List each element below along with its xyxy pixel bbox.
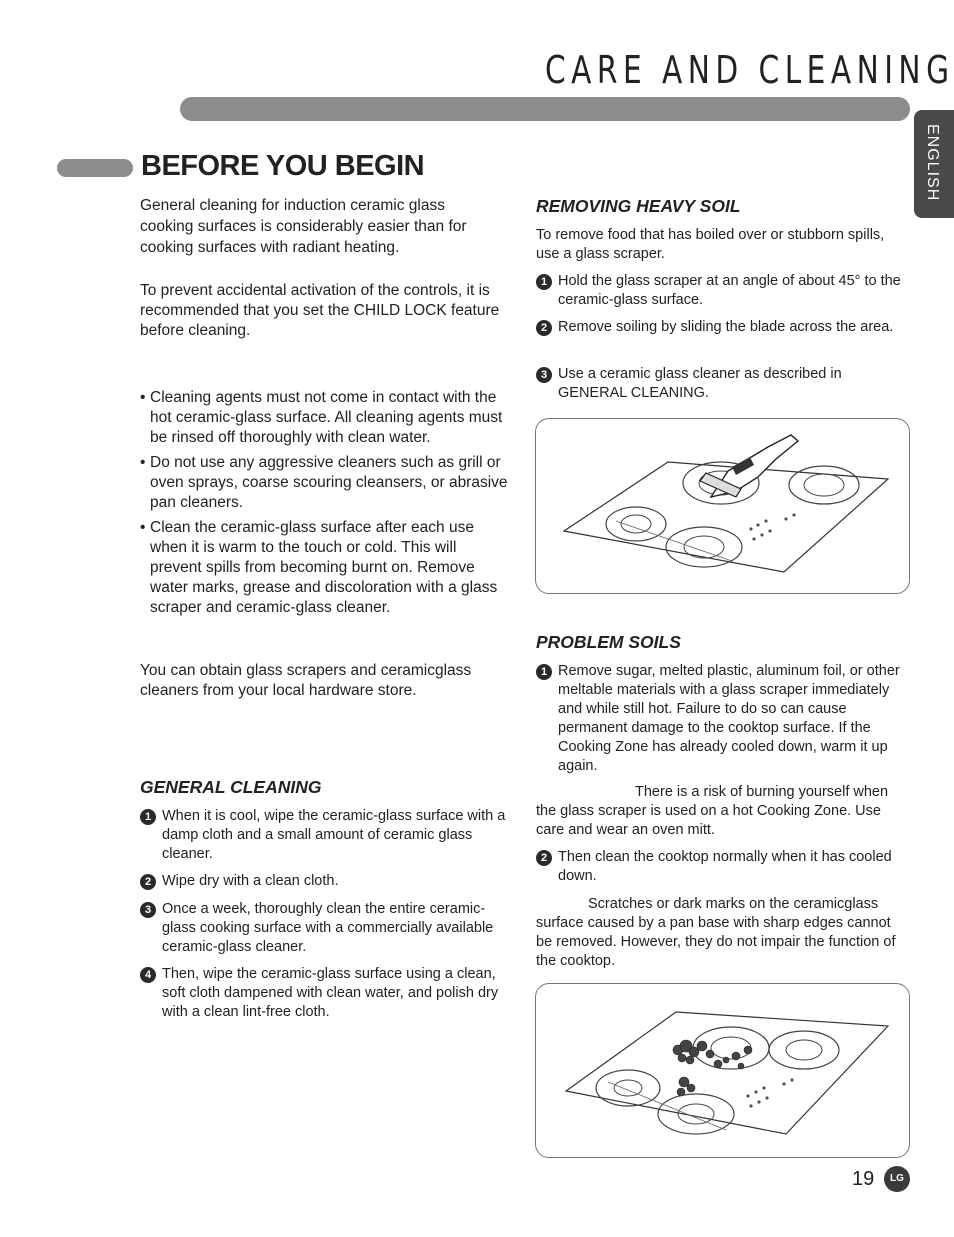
step-text: When it is cool, wipe the ceramic-glass surface with a damp cloth and a small amount of ceramic glass cleaner. <box>162 808 506 862</box>
page-number: 19 <box>852 1168 875 1190</box>
general-step-3 <box>140 900 512 957</box>
step-number: 2 <box>140 874 156 890</box>
cooktop-scraper-drawing <box>536 419 909 593</box>
step-number: 3 <box>140 902 156 918</box>
heavy-soil-intro: To remove food that has boiled over or stubborn spills, use a glass scraper. <box>536 227 885 262</box>
obtain-paragraph: You can obtain glass scrapers and ceramicglass cleaners from your local hardware store. <box>140 662 472 699</box>
lg-logo: LG <box>884 1166 910 1192</box>
problem-soils-step-2 <box>536 848 908 886</box>
heavy-soil-step-1 <box>536 272 908 310</box>
problem-soils-step-1 <box>536 662 908 776</box>
general-step-2 <box>140 872 512 891</box>
step-text: Then, wipe the ceramic-glass surface using a clean, soft cloth dampened with clean water, and polish dry with a clean lint-free cloth. <box>162 966 499 1020</box>
burn-caution-text: There is a risk of burning yourself when the glass scraper is used on a hot Cooking Zone. Use care and wear an oven mitt. <box>536 784 889 838</box>
step-text: Then clean the cooktop normally when it has cooled down. <box>558 849 892 884</box>
step-number: 4 <box>140 967 156 983</box>
heavy-soil-step-3 <box>536 365 908 403</box>
step-text: Remove soiling by sliding the blade across the area. <box>558 319 894 335</box>
step-text: Hold the glass scraper at an angle of about 45° to the ceramic-glass surface. <box>558 273 901 308</box>
general-step-4 <box>140 965 512 1022</box>
step-number: 3 <box>536 367 552 383</box>
heavy-soil-heading: REMOVING HEAVY SOIL <box>536 196 741 216</box>
general-cleaning-heading: GENERAL CLEANING <box>140 777 322 797</box>
page-title: CARE AND CLEANING <box>545 48 954 92</box>
intro-paragraph-2: To prevent accidental activation of the controls, it is recommended that you set the CHILD LOCK feature before cleaning. <box>140 282 500 339</box>
scratch-note-text: Scratches or dark marks on the ceramicglass surface caused by a pan base with sharp edges cannot be removed. However, they do not impair the function of the cooktop. <box>536 896 896 969</box>
step-number: 1 <box>140 809 156 825</box>
list-item: • Do not use any aggressive cleaners such as grill or oven sprays, coarse scouring cleansers, or abrasive pan cleaners. <box>140 453 512 513</box>
title-bar <box>180 97 910 121</box>
step-text: Use a ceramic glass cleaner as described in GENERAL CLEANING. <box>558 366 842 401</box>
list-item: • Clean the ceramic-glass surface after each use when it is warm to the touch or cold. This will prevent spills from becoming burnt on. Remove water marks, grease and discoloration with a glass scraper and ceramic-glass cleaner. <box>140 518 512 618</box>
step-number: 1 <box>536 274 552 290</box>
step-text: Wipe dry with a clean cloth. <box>162 873 339 889</box>
step-number: 2 <box>536 320 552 336</box>
step-number: 2 <box>536 850 552 866</box>
step-number: 1 <box>536 664 552 680</box>
language-tab <box>914 110 954 218</box>
general-step-1 <box>140 807 512 864</box>
cooktop-spills-drawing <box>536 984 909 1157</box>
section-marker <box>57 159 133 177</box>
step-text: Once a week, thoroughly clean the entire ceramic-glass cooking surface with a commercially available ceramic-glass cleaner. <box>162 901 494 955</box>
language-tab-label: ENGLISH <box>924 124 941 202</box>
cleaning-precautions-list <box>140 388 512 623</box>
intro-paragraph-1: General cleaning for induction ceramic glass cooking surfaces is considerably easier than for cooking surfaces with radiant heating. <box>140 197 467 256</box>
section-title: BEFORE YOU BEGIN <box>141 150 425 182</box>
spills-illustration <box>535 983 910 1158</box>
heavy-soil-step-2 <box>536 318 908 337</box>
step-text: Remove sugar, melted plastic, aluminum foil, or other meltable materials with a glass scraper immediately and while still hot. Failure to do so can cause permanent damage to the cooktop surface. If the Cooking Zone has already cooled down, warm it up again. <box>558 663 900 774</box>
list-item: • Cleaning agents must not come in contact with the hot ceramic-glass surface. All cleaning agents must be rinsed off thoroughly with clean water. <box>140 388 512 448</box>
problem-soils-heading: PROBLEM SOILS <box>536 632 681 652</box>
scraper-illustration <box>535 418 910 594</box>
